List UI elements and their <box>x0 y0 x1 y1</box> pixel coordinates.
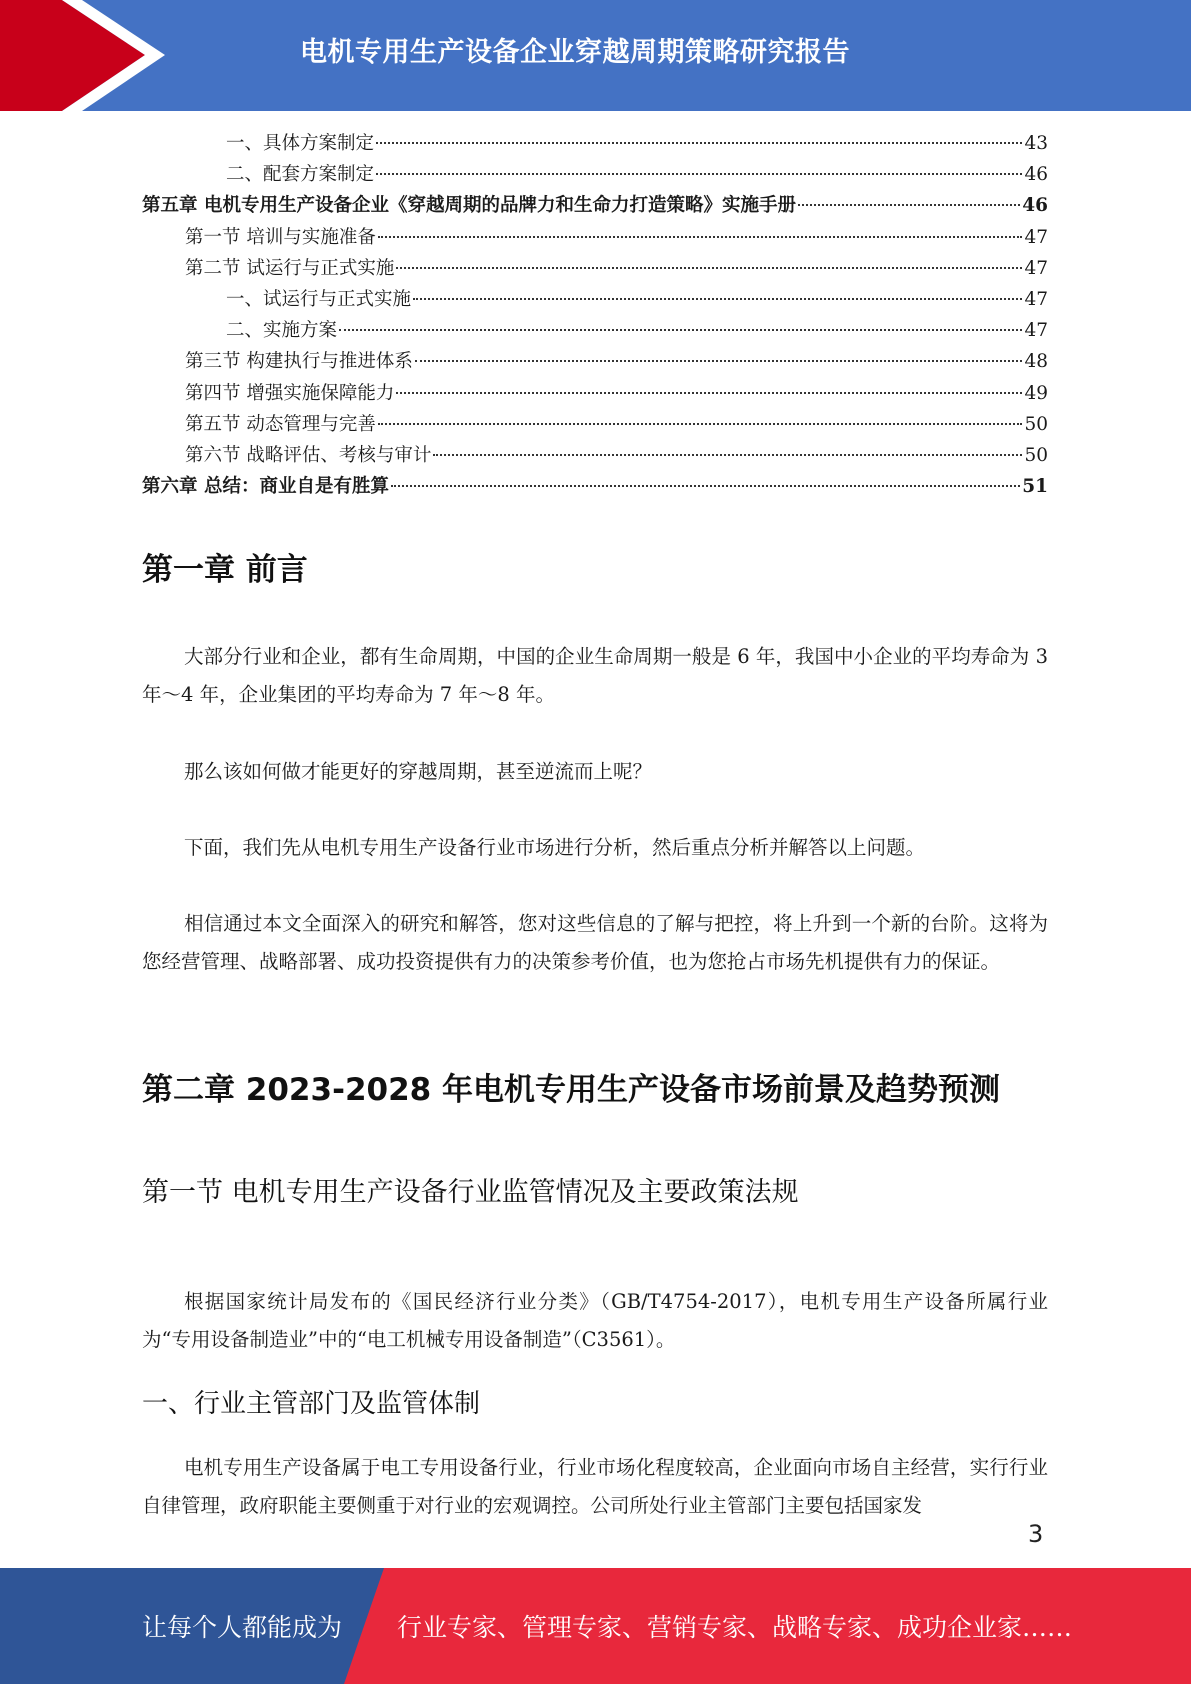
chapter-1-title: 第一章 前言 <box>142 552 308 588</box>
paragraph-1: 大部分行业和企业，都有生命周期，中国的企业生命周期一般是 6 年，我国中小企业的平均寿命为 3 年～4 年，企业集团的平均寿命为 7 年～8 年。 <box>142 645 1048 706</box>
toc-entry[interactable] <box>142 159 1048 190</box>
toc-entry-title: 第一节 培训与实施准备 <box>185 226 376 248</box>
toc-entry-title: 第四节 增强实施保障能力 <box>185 382 395 404</box>
toc-entry-title: 一、具体方案制定 <box>226 133 375 154</box>
toc-leader-dots <box>396 392 1022 394</box>
toc-entry-title: 第六章 总结：商业自是有胜算 <box>142 476 389 498</box>
toc-leader-dots <box>391 485 1020 487</box>
paragraph-5: 根据国家统计局发布的《国民经济行业分类》（GB/T4754-2017），电机专用生产设备所属行业为“专用设备制造业”中的“电工机械专用设备制造”（C3561）。 <box>142 1290 1048 1351</box>
paragraph-6: 电机专用生产设备属于电工专用设备行业，行业市场化程度较高，企业面向市场自主经营，实行行业自律管理，政府职能主要侧重于对行业的宏观调控。公司所处行业主管部门主要包括国家发 <box>142 1456 1048 1517</box>
toc-entry[interactable] <box>142 409 1048 440</box>
header-title: 电机专用生产设备企业穿越周期策略研究报告 <box>300 37 850 68</box>
table-of-contents <box>142 128 1048 502</box>
page-number: 3 <box>1028 1520 1044 1548</box>
toc-entry-title: 第五章 电机专用生产设备企业《穿越周期的品牌力和生命力打造策略》实施手册 <box>142 195 796 217</box>
section-1-title: 第一节 电机专用生产设备行业监管情况及主要政策法规 <box>142 1177 799 1208</box>
subsection-1-title: 一、行业主管部门及监管体制 <box>142 1389 481 1419</box>
toc-entry[interactable] <box>142 440 1048 471</box>
toc-leader-dots <box>798 204 1020 206</box>
toc-leader-dots <box>396 267 1022 269</box>
toc-entry[interactable] <box>142 222 1048 253</box>
footer-slogan-left: 让每个人都能成为 <box>142 1613 343 1642</box>
toc-entry-page: 46 <box>1024 164 1048 186</box>
toc-entry-page: 43 <box>1024 133 1048 154</box>
paragraph-4: 相信通过本文全面深入的研究和解答，您对这些信息的了解与把控，将上升到一个新的台阶。这将为您经营管理、战略部署、成功投资提供有力的决策参考价值，也为您抢占市场先机提供有力的保证。 <box>142 912 1048 973</box>
toc-entry[interactable] <box>142 128 1048 159</box>
toc-entry-page: 51 <box>1022 476 1048 498</box>
toc-entry-page: 50 <box>1024 413 1048 435</box>
toc-entry[interactable] <box>142 378 1048 409</box>
toc-entry[interactable] <box>142 190 1048 221</box>
toc-leader-dots <box>376 173 1022 175</box>
paragraph-2: 那么该如何做才能更好的穿越周期，甚至逆流而上呢？ <box>184 760 653 783</box>
toc-leader-dots <box>376 142 1022 144</box>
toc-entry-page: 49 <box>1024 382 1048 404</box>
toc-leader-dots <box>339 329 1022 331</box>
page-footer <box>0 1568 1191 1684</box>
footer-slogan-right: 行业专家、管理专家、营销专家、战略专家、成功企业家…… <box>397 1613 1073 1642</box>
toc-entry[interactable] <box>142 346 1048 377</box>
toc-entry-page: 47 <box>1024 288 1048 310</box>
chapter-2-title: 第二章 2023-2028 年电机专用生产设备市场前景及趋势预测 <box>142 1072 1001 1108</box>
toc-entry-page: 46 <box>1022 195 1048 217</box>
toc-entry-title: 第三节 构建执行与推进体系 <box>185 351 413 373</box>
toc-entry-title: 二、配套方案制定 <box>226 164 375 186</box>
toc-entry[interactable] <box>142 284 1048 315</box>
toc-leader-dots <box>378 423 1023 425</box>
toc-entry-page: 47 <box>1024 226 1048 248</box>
paragraph-3: 下面，我们先从电机专用生产设备行业市场进行分析，然后重点分析并解答以上问题。 <box>184 836 926 859</box>
toc-entry-page: 47 <box>1024 257 1048 279</box>
toc-leader-dots <box>433 454 1022 456</box>
toc-entry[interactable] <box>142 471 1048 502</box>
toc-leader-dots <box>378 236 1023 238</box>
toc-leader-dots <box>413 298 1022 300</box>
toc-entry[interactable] <box>142 315 1048 346</box>
toc-entry-page: 47 <box>1024 320 1048 342</box>
toc-entry-title: 一、试运行与正式实施 <box>226 288 412 310</box>
toc-leader-dots <box>415 360 1023 362</box>
toc-entry-title: 第二节 试运行与正式实施 <box>185 257 395 279</box>
toc-entry-title: 第五节 动态管理与完善 <box>185 413 376 435</box>
toc-entry-page: 50 <box>1024 444 1048 466</box>
toc-entry-title: 二、实施方案 <box>226 320 338 342</box>
page-header <box>0 0 1191 111</box>
toc-entry-title: 第六节 战略评估、考核与审计 <box>185 444 432 466</box>
toc-entry-page: 48 <box>1024 351 1048 373</box>
toc-entry[interactable] <box>142 253 1048 284</box>
